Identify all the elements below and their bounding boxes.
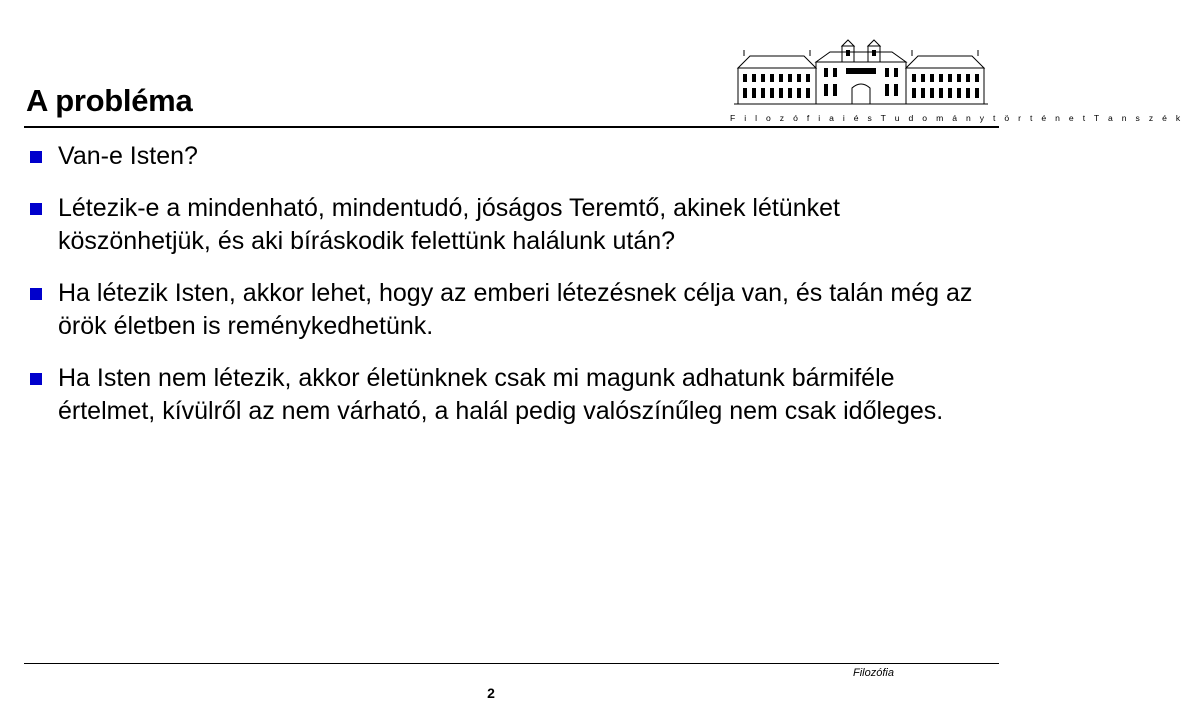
bullet-text-2: Létezik-e a mindenható, mindentudó, jóságos Teremtő, akinek létünket köszönhetjük, és aki bíráskodik felettünk halálunk után? — [58, 194, 840, 255]
footer-label: Filozófia — [853, 667, 894, 679]
bullet-item-3 — [26, 277, 994, 343]
square-bullet-icon — [30, 288, 42, 300]
bullet-text-3: Ha létezik Isten, akkor lehet, hogy az emberi létezésnek célja van, és talán még az örök életben is reménykedhetünk. — [58, 279, 973, 340]
bullet-item-4 — [26, 362, 994, 428]
bullet-item-1 — [26, 140, 994, 173]
university-building-icon — [730, 40, 992, 112]
footer-divider — [24, 663, 999, 664]
square-bullet-icon — [30, 203, 42, 215]
square-bullet-icon — [30, 151, 42, 163]
bullet-text-1: Van-e Isten? — [58, 142, 198, 170]
title-divider — [24, 126, 999, 128]
bullet-item-2 — [26, 192, 994, 258]
slide-title: A probléma — [26, 83, 193, 118]
bullet-list — [26, 140, 994, 447]
page-number: 2 — [487, 685, 495, 701]
square-bullet-icon — [30, 373, 42, 385]
bullet-text-4: Ha Isten nem létezik, akkor életünknek csak mi magunk adhatunk bármiféle értelmet, kívülről az nem várható, a halál pedig valószínűleg nem csak időleges. — [58, 364, 944, 425]
university-logo — [730, 40, 1183, 128]
department-caption: F i l o z ó f i a i é s T u d o m á n y t ö r t é n e t T a n s z é k — [730, 113, 1183, 123]
